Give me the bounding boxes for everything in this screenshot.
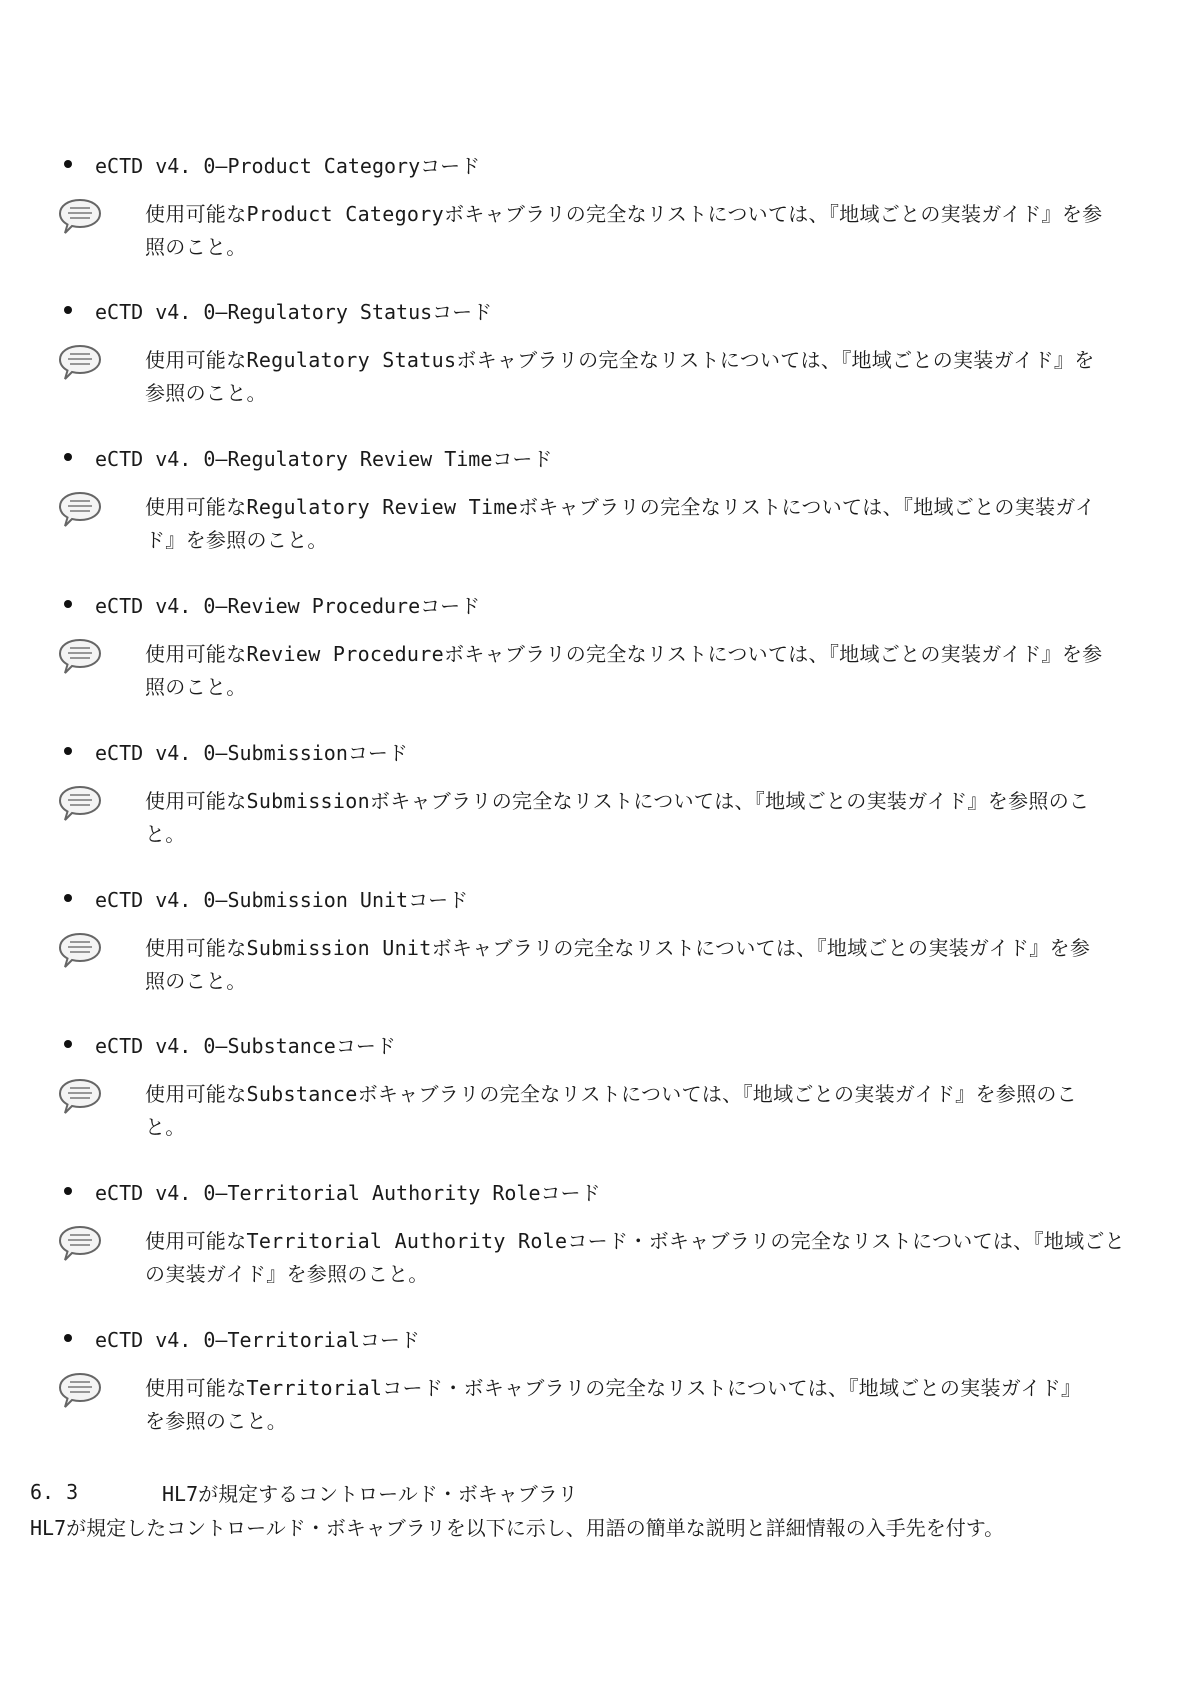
note-line: の実装ガイド』を参照のこと。 — [145, 1262, 429, 1286]
comment-note-icon[interactable] — [58, 198, 102, 236]
section-intro-text: HL7が規定したコントロールド・ボキャブラリを以下に示し、用語の簡単な説明と詳細情報の入手先を付す。 — [30, 1516, 1005, 1540]
bullet-text: eCTD v4. 0—Regulatory Review Timeコード — [95, 446, 553, 471]
bullet-item — [64, 150, 480, 178]
bullet-text: eCTD v4. 0—Substanceコード — [95, 1033, 396, 1058]
bullet-dot — [64, 747, 72, 755]
note-line: と。 — [145, 822, 186, 846]
bullet-item — [64, 296, 492, 324]
note-text — [145, 932, 1140, 998]
note-line: ド』を参照のこと。 — [145, 528, 328, 552]
note-line: 使用可能なReview Procedureボキャブラリの完全なリストについては、『地域ごとの実装ガイド』を参 — [145, 642, 1103, 666]
bullet-text: eCTD v4. 0—Territorialコード — [95, 1327, 420, 1352]
note-line: 使用可能なSubmission Unitボキャブラリの完全なリストについては、『地域ごとの実装ガイド』を参 — [145, 936, 1091, 960]
bullet-item — [64, 1324, 420, 1352]
bullet-dot — [64, 894, 72, 902]
bullet-dot — [64, 1187, 72, 1195]
note-line: 参照のこと。 — [145, 381, 267, 405]
bullet-dot — [64, 453, 72, 461]
note-text — [145, 1078, 1140, 1144]
bullet-item — [64, 590, 480, 618]
note-line: 使用可能なProduct Categoryボキャブラリの完全なリストについては、『地域ごとの実装ガイド』を参 — [145, 202, 1103, 226]
comment-note-icon[interactable] — [58, 1372, 102, 1410]
note-line: 照のこと。 — [145, 675, 247, 699]
section-title: HL7が規定するコントロールド・ボキャブラリ — [162, 1481, 578, 1506]
note-line: 使用可能なRegulatory Statusボキャブラリの完全なリストについては、『地域ごとの実装ガイド』を — [145, 348, 1095, 372]
note-text — [145, 344, 1140, 410]
bullet-item — [64, 1030, 396, 1058]
bullet-item — [64, 737, 408, 765]
note-text — [145, 198, 1140, 264]
note-text — [145, 638, 1140, 704]
note-line: 使用可能なSubmissionボキャブラリの完全なリストについては、『地域ごとの実装ガイド』を参照のこ — [145, 789, 1090, 813]
comment-note-icon[interactable] — [58, 785, 102, 823]
note-text — [145, 1372, 1140, 1438]
bullet-dot — [64, 160, 72, 168]
comment-note-icon[interactable] — [58, 932, 102, 970]
note-line: 使用可能なTerritorialコード・ボキャブラリの完全なリストについては、『地域ごとの実装ガイド』 — [145, 1376, 1082, 1400]
bullet-dot — [64, 1334, 72, 1342]
comment-note-icon[interactable] — [58, 344, 102, 382]
bullet-text: eCTD v4. 0—Product Categoryコード — [95, 153, 481, 178]
note-line: 使用可能なSubstanceボキャブラリの完全なリストについては、『地域ごとの実装ガイド』を参照のこ — [145, 1082, 1077, 1106]
section-heading — [30, 1476, 578, 1508]
bullet-text: eCTD v4. 0—Territorial Authority Roleコード — [95, 1180, 601, 1205]
note-line: を参照のこと。 — [145, 1409, 288, 1433]
bullet-item — [64, 884, 468, 912]
comment-note-icon[interactable] — [58, 1078, 102, 1116]
bullet-dot — [64, 306, 72, 314]
bullet-item — [64, 1177, 601, 1205]
comment-note-icon[interactable] — [58, 638, 102, 676]
note-line: 照のこと。 — [145, 969, 247, 993]
note-text — [145, 491, 1140, 557]
bullet-dot — [64, 1040, 72, 1048]
bullet-text: eCTD v4. 0—Submissionコード — [95, 740, 408, 765]
note-line: 使用可能なTerritorial Authority Roleコード・ボキャブラリの完全なリストについては、『地域ごと — [145, 1229, 1125, 1253]
bullet-text: eCTD v4. 0—Regulatory Statusコード — [95, 299, 493, 324]
bullet-item — [64, 443, 552, 471]
comment-note-icon[interactable] — [58, 1225, 102, 1263]
note-line: と。 — [145, 1115, 186, 1139]
note-line: 照のこと。 — [145, 235, 247, 259]
comment-note-icon[interactable] — [58, 491, 102, 529]
bullet-text: eCTD v4. 0—Submission Unitコード — [95, 887, 469, 912]
note-text — [145, 785, 1140, 851]
section-number: 6. 3 — [30, 1480, 79, 1504]
note-line: 使用可能なRegulatory Review Timeボキャブラリの完全なリストについては、『地域ごとの実装ガイ — [145, 495, 1096, 519]
bullet-dot — [64, 600, 72, 608]
bullet-text: eCTD v4. 0—Review Procedureコード — [95, 593, 481, 618]
note-text — [145, 1225, 1140, 1291]
